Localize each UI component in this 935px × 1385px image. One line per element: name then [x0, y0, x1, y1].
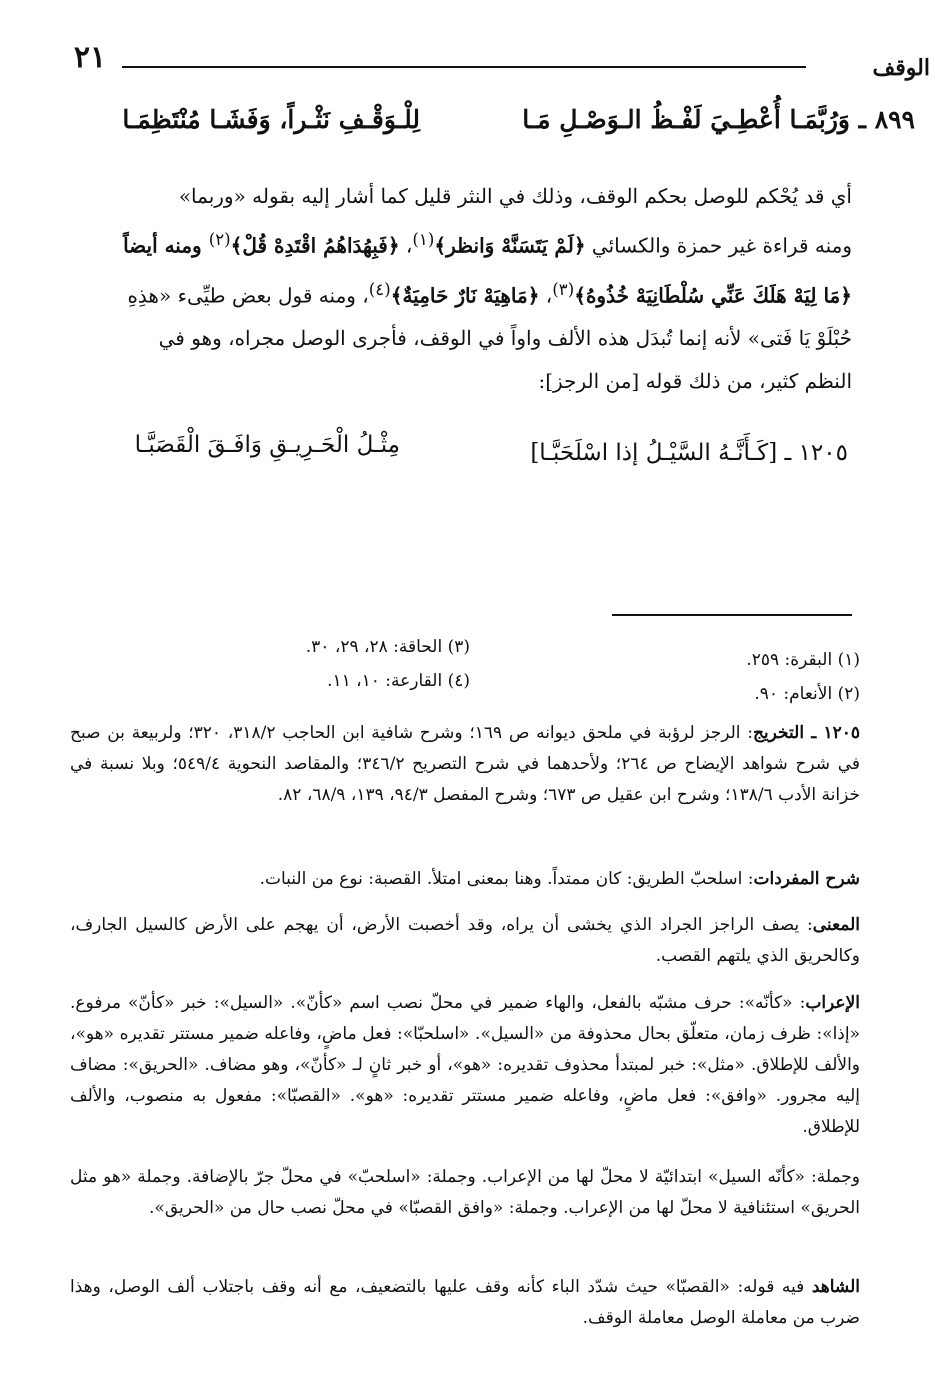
footnote-marker: (٣) — [552, 279, 575, 299]
verse-1205-first-hemistich: ١٢٠٥ ـ [كَـأَنَّـهُ السَّيْـلُ إذا اسْلَحَبَّـا] — [530, 440, 848, 466]
commentary-text: ومنه قراءة غير حمزة والكسائي — [585, 233, 852, 258]
commentary-line: حُبْلَوْ يَا فَتى» لأنه إنما تُبدَل هذه الألف واواً في الوقف، فأجرى الوصل مجراه، وهو في — [158, 326, 852, 351]
note-paragraph — [70, 1272, 860, 1334]
commentary-line: أي قد يُحْكم للوصل بحكم الوقف، وذلك في النثر قليل كما أشار إليه بقوله «وربما» — [178, 184, 852, 208]
quran-quote: ﴿لَمْ يَتَسَنَّهْ وَانظر﴾ — [434, 233, 586, 258]
note-jumla — [70, 1162, 860, 1224]
note-takhrij — [70, 718, 860, 811]
note-label: شرح المفردات — [753, 869, 860, 889]
note-label: الشاهد — [811, 1277, 860, 1297]
footnote-1: (١) البقرة: ٢٥٩. — [746, 650, 860, 670]
footnote-marker: (١) — [412, 230, 435, 249]
verse-899-first-hemistich: ٨٩٩ ـ وَرُبَّمَـا أُعْطِـيَ لَفْـظُ الـوَصْـلِ مَـا — [522, 105, 915, 134]
verse-1205-second-hemistich: مِثْـلُ الْحَـرِيـقِ وَافَـقَ الْقَصَبَّـا — [134, 432, 400, 458]
running-header-title: الوقف — [872, 55, 930, 81]
note-label: الإعراب — [805, 993, 860, 1013]
commentary-text: ومنه أيضاً — [123, 233, 209, 258]
page-number: ٢١ — [73, 40, 107, 75]
header-rule — [122, 66, 806, 68]
quran-quote: ﴿فَبِهُدَاهُمُ اقْتَدِهْ قُلْ﴾ — [230, 233, 400, 258]
verse-899-second-hemistich: لِلْـوَقْـفِ نَثْـراً، وَفَشَـا مُنْتَظِمَـا — [122, 105, 420, 134]
note-maana — [70, 910, 860, 972]
note-paragraph — [70, 910, 860, 972]
note-paragraph: وجملة: «كأنّه السيل» ابتدائيّة لا محلّ لها من الإعراب. وجملة: «اسلحبّ» في محلّ جرّ بالإضافة. وجملة «هو مثل الحريق» استئنافية لا محلّ لها من الإعراب. وجملة: «وافق القصبّا» في محلّ نصب حال من «الحريق». — [70, 1167, 860, 1218]
note-paragraph — [70, 718, 860, 811]
note-shahid — [70, 1272, 860, 1334]
commentary-paragraph — [62, 175, 852, 403]
footnote-4: (٤) القارعة: ١٠، ١١. — [327, 671, 470, 691]
note-text: : الرجز لرؤبة في ملحق ديوانه ص ١٦٩؛ وشرح شافية ابن الحاجب ٣١٨/٢، ٣٢٠؛ ولربيعة بن صبح في شرح شواهد الإيضاح ص ٢٦٤؛ ولأحدهما في شرح التصريح ٣٤٦/٢؛ والمقاصد النحوية ٥٤٩/٤؛ وبلا نسبة في خزانة الأدب ١٣٨/٦؛ وشرح ابن عقيل ص ٦٧٣؛ وشرح المفصل ٩٤/٣، ١٣٩، ٦٨/٩، ٨٢. — [70, 723, 860, 805]
footnote-rule — [612, 614, 852, 616]
footnote-marker: (٢) — [208, 230, 231, 249]
note-text: : يصف الراجز الجراد الذي يخشى أن يراه، وقد أخصبت الأرض، أن يهجم على الأرض كالسيل الجارف، وكالحريق الذي يلتهم القصب. — [70, 915, 860, 966]
commentary-text: ، ومنه قول بعض طيِّىء «هذِهِ — [127, 283, 369, 308]
note-text: فيه قوله: «القصبّا» حيث شدّد الباء كأنه وقف عليها بالتضعيف، مع أنه وقف باجتلاب ألف الوصل، وهذا ضرب من معاملة الوصل معاملة الوقف. — [70, 1277, 860, 1328]
note-paragraph — [70, 988, 860, 1143]
quran-quote: ﴿مَا لِيَهْ هَلَكَ عَنِّي سُلْطَانِيَهْ خُذُوهُ﴾ — [574, 283, 852, 308]
note-text: : اسلحبّ الطريق: كان ممتداً. وهنا بمعنى امتلأ. القصبة: نوع من النبات. — [259, 869, 754, 889]
commentary-line — [62, 268, 852, 318]
commentary-line — [62, 218, 852, 268]
commentary-text: ، — [539, 283, 553, 308]
note-paragraph — [70, 864, 860, 895]
note-irab — [70, 988, 860, 1143]
note-label: ١٢٠٥ ـ التخريج — [752, 723, 860, 743]
note-label: المعنى — [812, 915, 860, 935]
commentary-line: النظم كثير، من ذلك قوله [من الرجز]: — [538, 369, 852, 394]
footnote-marker: (٤) — [368, 279, 391, 299]
footnote-3: (٣) الحاقة: ٢٨، ٢٩، ٣٠. — [305, 637, 470, 657]
commentary-text: ، — [399, 233, 413, 258]
note-mufradat — [70, 864, 860, 895]
footnote-2: (٢) الأنعام: ٩٠. — [754, 684, 860, 704]
note-text: : «كأنّه»: حرف مشبّه بالفعل، والهاء ضمير في محلّ نصب اسم «كأنّ». «السيل»: خبر «كأنّ» مرفوع. «إذا»: ظرف زمان، متعلّق بحال محذوفة من «السيل». «اسلحبّا»: فعل ماضٍ، وفاعله ضمير مستتر تقديره «هو»، والألف للإطلاق. «مثل»: خبر لمبتدأ محذوف تقديره: «هو»، أو خبر ثانٍ لـ «كأنّ»، وهو مضاف. «الحريق»: مضاف إليه مجرور. «وافق»: فعل ماضٍ، وفاعله ضمير مستتر تقديره: «هو». «القصبّا»: مفعول به منصوب، والألف للإطلاق. — [70, 993, 860, 1137]
quran-quote: ﴿مَاهِيَهْ نَارٌ حَامِيَةٌ﴾ — [390, 283, 540, 308]
